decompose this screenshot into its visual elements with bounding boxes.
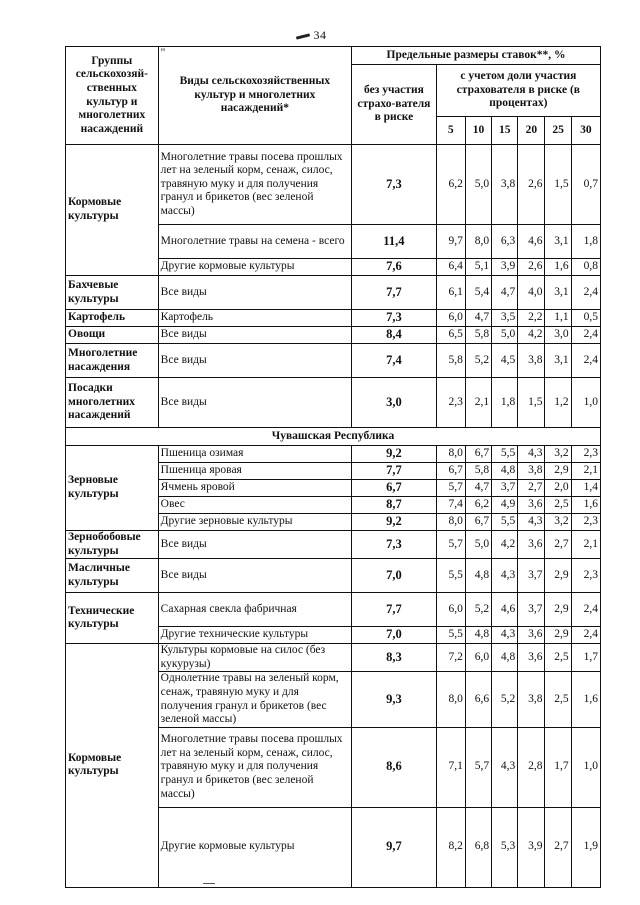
rate-cell: 1,0 — [571, 378, 600, 428]
rate-cell: 3,2 — [545, 446, 571, 463]
kind-cell: Все виды — [158, 378, 351, 428]
table-row — [66, 446, 601, 463]
rate-cell: 4,3 — [492, 559, 518, 593]
rate-cell: 5,3 — [492, 807, 518, 887]
rate-cell: 4,2 — [492, 531, 518, 559]
rate-cell: 3,7 — [492, 480, 518, 497]
base-rate-cell: 8,4 — [352, 327, 437, 344]
rate-cell: 1,7 — [545, 727, 571, 807]
rate-cell: 5,5 — [436, 559, 465, 593]
rate-cell: 2,3 — [436, 378, 465, 428]
rate-cell: 1,0 — [571, 727, 600, 807]
rates-table — [65, 46, 601, 888]
rate-cell: 4,8 — [465, 559, 491, 593]
table-header — [66, 47, 601, 145]
rate-cell: 2,4 — [571, 327, 600, 344]
kind-cell: Культуры кормовые на силос (без кукурузы) — [158, 644, 351, 672]
base-rate-cell: 7,3 — [352, 310, 437, 327]
header-share: 20 — [518, 117, 545, 145]
kind-cell: Другие кормовые культуры — [158, 807, 351, 887]
base-rate-cell: 7,4 — [352, 344, 437, 378]
rate-cell: 2,3 — [571, 446, 600, 463]
rate-cell: 3,6 — [518, 497, 545, 514]
base-rate-cell: 7,0 — [352, 559, 437, 593]
base-rate-cell: 3,0 — [352, 378, 437, 428]
header-share: 5 — [436, 117, 465, 145]
rate-cell: 5,8 — [465, 463, 491, 480]
rate-cell: 5,7 — [436, 480, 465, 497]
base-rate-cell: 9,7 — [352, 807, 437, 887]
rate-cell: 2,4 — [571, 344, 600, 378]
base-rate-cell: 8,7 — [352, 497, 437, 514]
rate-cell: 4,9 — [492, 497, 518, 514]
header-share: 15 — [492, 117, 518, 145]
rate-cell: 6,7 — [465, 446, 491, 463]
rate-cell: 8,0 — [465, 225, 491, 259]
rate-cell: 2,5 — [545, 672, 571, 727]
rate-cell: 4,7 — [465, 480, 491, 497]
kind-cell: Другие кормовые культуры — [158, 259, 351, 276]
rate-cell: 6,0 — [436, 593, 465, 627]
rate-cell: 2,9 — [545, 627, 571, 644]
kind-cell: Ячмень яровой — [158, 480, 351, 497]
base-rate-cell: 7,6 — [352, 259, 437, 276]
rate-cell: 3,9 — [492, 259, 518, 276]
rate-cell: 2,1 — [571, 463, 600, 480]
base-rate-cell: 7,7 — [352, 463, 437, 480]
rate-cell: 8,2 — [436, 807, 465, 887]
group-cell: Масличные культуры — [66, 559, 159, 593]
table-row — [66, 310, 601, 327]
rate-cell: 5,1 — [465, 259, 491, 276]
rate-cell: 1,8 — [571, 225, 600, 259]
rate-cell: 3,0 — [545, 327, 571, 344]
rate-cell: 5,0 — [465, 531, 491, 559]
group-cell: Кормовые культуры — [66, 145, 159, 276]
rate-cell: 4,3 — [518, 514, 545, 531]
rate-cell: 6,2 — [465, 497, 491, 514]
rate-cell: 4,3 — [518, 446, 545, 463]
rate-cell: 2,1 — [571, 531, 600, 559]
rate-cell: 2,9 — [545, 463, 571, 480]
rate-cell: 7,4 — [436, 497, 465, 514]
rate-cell: 2,9 — [545, 559, 571, 593]
base-rate-cell: 8,3 — [352, 644, 437, 672]
kind-cell: Однолетние травы на зеленый корм, сенаж, травяную муку и для получения гранул и брикетов (вес зеленой массы) — [158, 672, 351, 727]
rate-cell: 1,6 — [571, 497, 600, 514]
rate-cell: 3,8 — [518, 672, 545, 727]
rate-cell: 1,2 — [545, 378, 571, 428]
rate-cell: 3,1 — [545, 225, 571, 259]
kind-cell: Другие зерновые культуры — [158, 514, 351, 531]
rate-cell: 5,7 — [465, 727, 491, 807]
kind-cell: Многолетние травы посева прошлых лет на зеленый корм, сенаж, силос, травяную муку и для получения гранул и брикетов (вес зеленой массы) — [158, 727, 351, 807]
rate-cell: 2,9 — [545, 593, 571, 627]
rate-cell: 6,0 — [465, 644, 491, 672]
rate-cell: 4,2 — [518, 327, 545, 344]
rate-cell: 2,7 — [545, 531, 571, 559]
rate-cell: 7,1 — [436, 727, 465, 807]
rate-cell: 4,0 — [518, 276, 545, 310]
rate-cell: 3,6 — [518, 627, 545, 644]
rate-cell: 8,0 — [436, 672, 465, 727]
rate-cell: 4,3 — [492, 627, 518, 644]
rate-cell: 2,5 — [545, 644, 571, 672]
rate-cell: 2,3 — [571, 514, 600, 531]
rate-cell: 4,8 — [492, 463, 518, 480]
rate-cell: 8,0 — [436, 514, 465, 531]
rate-cell: 5,0 — [465, 145, 491, 225]
rate-cell: 5,0 — [492, 327, 518, 344]
rate-cell: 4,6 — [492, 593, 518, 627]
kind-cell: Все виды — [158, 327, 351, 344]
page-number: 34 — [313, 28, 327, 42]
table-row — [66, 344, 601, 378]
rate-cell: 4,7 — [465, 310, 491, 327]
rate-cell: 1,9 — [571, 807, 600, 887]
group-cell: Картофель — [66, 310, 159, 327]
base-rate-cell: 7,0 — [352, 627, 437, 644]
rate-cell: 4,7 — [492, 276, 518, 310]
rate-cell: 5,8 — [436, 344, 465, 378]
rate-cell: 2,4 — [571, 627, 600, 644]
header-with-share: с учетом доли участия страхователя в риске (в процентах) — [436, 65, 600, 117]
rate-cell: 1,7 — [571, 644, 600, 672]
rate-cell: 3,1 — [545, 344, 571, 378]
rate-cell: 5,7 — [436, 531, 465, 559]
rate-cell: 4,5 — [492, 344, 518, 378]
rate-cell: 2,4 — [571, 276, 600, 310]
table-row — [66, 378, 601, 428]
rate-cell: 5,8 — [465, 327, 491, 344]
rate-cell: 1,5 — [545, 145, 571, 225]
header-kinds: " Виды сельскохозяйственных культур и многолетних насаждений* — [158, 47, 351, 145]
table-body — [66, 145, 601, 888]
rate-cell: 1,8 — [492, 378, 518, 428]
rate-cell: 3,7 — [518, 559, 545, 593]
base-rate-cell: 7,7 — [352, 593, 437, 627]
header-mark: " — [160, 47, 166, 59]
rate-cell: 2,1 — [465, 378, 491, 428]
table-row — [66, 531, 601, 559]
kind-cell: Картофель — [158, 310, 351, 327]
rate-cell: 9,7 — [436, 225, 465, 259]
header-without-participation: без участия страхо-вателя в риске — [352, 65, 437, 145]
rate-cell: 6,8 — [465, 807, 491, 887]
base-rate-cell: 7,3 — [352, 531, 437, 559]
rate-cell: 5,2 — [492, 672, 518, 727]
rate-cell: 5,5 — [492, 446, 518, 463]
rate-cell: 6,7 — [465, 514, 491, 531]
rate-cell: 7,2 — [436, 644, 465, 672]
kind-cell: Пшеница озимая — [158, 446, 351, 463]
group-cell: Кормовые культуры — [66, 644, 159, 888]
kind-cell: Все виды — [158, 531, 351, 559]
rate-cell: 3,8 — [492, 145, 518, 225]
header-groups: Группы сельскохозяй-ственных культур и многолетних насаждений — [66, 47, 159, 145]
group-cell: Технические культуры — [66, 593, 159, 644]
base-rate-cell: 8,6 — [352, 727, 437, 807]
rate-cell: 3,8 — [518, 463, 545, 480]
header-share: 10 — [465, 117, 491, 145]
rate-cell: 3,6 — [518, 644, 545, 672]
rate-cell: 1,5 — [518, 378, 545, 428]
rate-cell: 4,3 — [492, 727, 518, 807]
rate-cell: 4,8 — [492, 644, 518, 672]
table-row — [66, 145, 601, 225]
rate-cell: 6,2 — [436, 145, 465, 225]
region-row — [66, 428, 601, 446]
kind-cell: Другие технические культуры — [158, 627, 351, 644]
rate-cell: 3,5 — [492, 310, 518, 327]
table-row — [66, 559, 601, 593]
group-cell: Посадки многолетних насаждений — [66, 378, 159, 428]
kind-cell: Пшеница яровая — [158, 463, 351, 480]
region-title: Чувашская Республика — [66, 428, 601, 446]
rate-cell: 6,5 — [436, 327, 465, 344]
rate-cell: 5,5 — [436, 627, 465, 644]
rate-cell: 5,5 — [492, 514, 518, 531]
kind-cell: Многолетние травы на семена - всего — [158, 225, 351, 259]
kind-cell: Овес — [158, 497, 351, 514]
rate-cell: 2,3 — [571, 559, 600, 593]
base-rate-cell: 9,2 — [352, 514, 437, 531]
rate-cell: 2,7 — [518, 480, 545, 497]
rate-cell: 3,2 — [545, 514, 571, 531]
header-share: 25 — [545, 117, 571, 145]
rate-cell: 2,4 — [571, 593, 600, 627]
rate-cell: 2,7 — [545, 807, 571, 887]
rate-cell: 4,6 — [518, 225, 545, 259]
rate-cell: 2,6 — [518, 259, 545, 276]
base-rate-cell: 11,4 — [352, 225, 437, 259]
rate-cell: 1,6 — [545, 259, 571, 276]
header-limits: Предельные размеры ставок**, % — [352, 47, 601, 65]
group-cell: Овощи — [66, 327, 159, 344]
rate-cell: 1,1 — [545, 310, 571, 327]
group-cell: Зернобобовые культуры — [66, 531, 159, 559]
kind-cell: Все виды — [158, 559, 351, 593]
rate-cell: 3,7 — [518, 593, 545, 627]
group-cell: Многолетние насаждения — [66, 344, 159, 378]
rate-cell: 3,9 — [518, 807, 545, 887]
base-rate-cell: 6,7 — [352, 480, 437, 497]
base-rate-cell: 9,2 — [352, 446, 437, 463]
table-row — [66, 327, 601, 344]
rate-cell: 0,5 — [571, 310, 600, 327]
rate-cell: 1,6 — [571, 672, 600, 727]
kind-cell: Сахарная свекла фабричная — [158, 593, 351, 627]
rate-cell: 6,0 — [436, 310, 465, 327]
rate-cell: 3,8 — [518, 344, 545, 378]
rate-cell: 6,3 — [492, 225, 518, 259]
rate-cell: 6,7 — [436, 463, 465, 480]
base-rate-cell: 7,7 — [352, 276, 437, 310]
rate-cell: 2,5 — [545, 497, 571, 514]
group-cell: Зерновые культуры — [66, 446, 159, 531]
rate-cell: 1,4 — [571, 480, 600, 497]
table-row — [66, 276, 601, 310]
rate-cell: 4,8 — [465, 627, 491, 644]
rate-cell: 2,2 — [518, 310, 545, 327]
group-cell: Бахчевые культуры — [66, 276, 159, 310]
rate-cell: 6,6 — [465, 672, 491, 727]
rate-cell: 5,4 — [465, 276, 491, 310]
rate-cell: 0,8 — [571, 259, 600, 276]
rate-cell: 2,0 — [545, 480, 571, 497]
rate-cell: 8,0 — [436, 446, 465, 463]
rate-cell: 3,1 — [545, 276, 571, 310]
base-rate-cell: 7,3 — [352, 145, 437, 225]
rate-cell: 3,6 — [518, 531, 545, 559]
rate-cell: 2,8 — [518, 727, 545, 807]
rate-cell: 5,2 — [465, 593, 491, 627]
header-share: 30 — [571, 117, 600, 145]
rate-cell: 6,4 — [436, 259, 465, 276]
table-row — [66, 593, 601, 627]
kind-cell: Многолетние травы посева прошлых лет на зеленый корм, сенаж, силос, травяную муку и для получения гранул и брикетов (вес зеленой массы) — [158, 145, 351, 225]
rate-cell: 6,1 — [436, 276, 465, 310]
rate-cell: 0,7 — [571, 145, 600, 225]
base-rate-cell: 9,3 — [352, 672, 437, 727]
table-row — [66, 644, 601, 672]
rate-cell: 5,2 — [465, 344, 491, 378]
rate-cell: 2,6 — [518, 145, 545, 225]
kind-cell: Все виды — [158, 344, 351, 378]
kind-cell: Все виды — [158, 276, 351, 310]
